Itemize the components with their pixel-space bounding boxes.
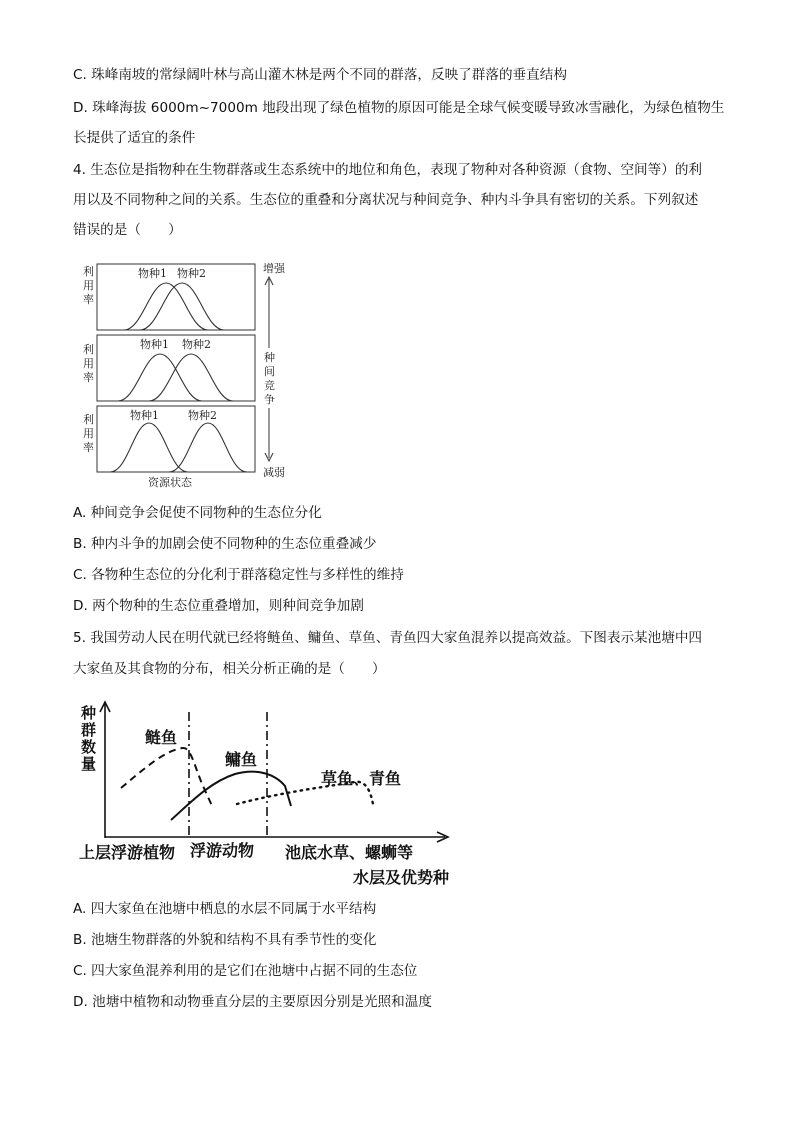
question-5-stem-2: 大家鱼及其食物的分布，相关分析正确的是（ ）	[73, 661, 386, 677]
question-5-stem-1: 5. 我国劳动人民在明代就已经将鲢鱼、鳙鱼、草鱼、青鱼四大家鱼混养以提高效益。下图表示某池塘中四	[73, 630, 703, 646]
question-4-stem-3: 错误的是（ ）	[73, 222, 182, 238]
q5-option-d[interactable]: D. 池塘中植物和动物垂直分层的主要原因分别是光照和温度	[73, 994, 432, 1010]
ylabel-char: 种	[81, 704, 97, 722]
q5-option-b[interactable]: B. 池塘生物群落的外貌和结构不具有季节性的变化	[73, 932, 377, 948]
arrow-middle-char: 争	[264, 393, 275, 406]
x-axis-label: 资源状态	[148, 476, 192, 489]
panel2-ylabel	[83, 342, 94, 384]
zone-2-label: 浮游动物	[190, 841, 255, 860]
ylabel-char: 用	[83, 357, 94, 370]
grass-black-carp-label: 草鱼、青鱼	[321, 769, 402, 788]
fish-distribution-figure	[75, 698, 465, 888]
ylabel-char: 量	[81, 755, 97, 773]
ylabel-char: 率	[83, 371, 94, 384]
panel-1-species2-label: 物种2	[177, 267, 206, 280]
q4-option-d[interactable]: D. 两个物种的生态位重叠增加，则种间竞争加剧	[73, 598, 364, 614]
q4-option-c[interactable]: C. 各物种生态位的分化利于群落稳定性与多样性的维持	[73, 567, 404, 583]
fig2-ylabel	[80, 704, 96, 773]
panel-1-species1-curve	[124, 283, 208, 330]
panel1-ylabel	[83, 264, 94, 306]
q4-option-b[interactable]: B. 种内斗争的加剧会使不同物种的生态位重叠减少	[73, 536, 377, 552]
arrow-middle-char: 间	[264, 365, 275, 378]
arrow-middle-char: 竞	[264, 379, 275, 392]
panel-3-frame	[97, 406, 255, 472]
ylabel-char: 利	[83, 265, 94, 278]
ylabel-char: 率	[83, 441, 94, 454]
ylabel-char: 用	[83, 279, 94, 292]
panel-3-species1-curve	[110, 423, 188, 472]
zone-3-label: 池底水草、螺蛳等	[285, 843, 414, 862]
arrow-top-label: 增强	[263, 262, 285, 275]
silver-carp-curve	[121, 748, 213, 808]
question-4-stem-2: 用以及不同物种之间的关系。生态位的重叠和分离状况与种间竞争、种内斗争具有密切的关系。下列叙述	[73, 192, 699, 208]
panel-1-species1-label: 物种1	[138, 267, 167, 280]
ylabel-char: 利	[83, 343, 94, 356]
bighead-carp-label: 鳙鱼	[225, 750, 258, 769]
q5-option-a[interactable]: A. 四大家鱼在池塘中栖息的水层不同属于水平结构	[73, 901, 377, 917]
option-d-prev-cont: 长提供了适宜的条件	[73, 130, 196, 146]
panel-1-frame	[97, 264, 255, 330]
silver-carp-label: 鲢鱼	[145, 728, 178, 747]
panel-3-species2-curve	[169, 423, 247, 472]
ylabel-char: 利	[83, 413, 94, 426]
panel-3-species1-label: 物种1	[130, 409, 159, 422]
panel-1-species2-curve	[140, 283, 224, 330]
niche-overlap-figure	[78, 255, 308, 490]
q5-option-c[interactable]: C. 四大家鱼混养利用的是它们在池塘中占据不同的生态位	[73, 963, 418, 979]
ylabel-char: 率	[83, 293, 94, 306]
option-c-prev: C. 珠峰南坡的常绿阔叶林与高山灌木林是两个不同的群落，反映了群落的垂直结构	[73, 67, 567, 83]
zone-1-label: 上层浮游植物	[79, 843, 176, 862]
panel-2-species1-label: 物种1	[140, 338, 169, 351]
option-d-prev: D. 珠峰海拔 6000m~7000m 地段出现了绿色植物的原因可能是全球气候变暖导致冰雪融化，为绿色植物生	[73, 100, 725, 116]
q4-option-a[interactable]: A. 种间竞争会促使不同物种的生态位分化	[73, 505, 322, 521]
panel-2-species2-label: 物种2	[182, 338, 211, 351]
panel3-ylabel	[83, 412, 94, 454]
ylabel-char: 数	[81, 738, 97, 756]
question-4-stem: 4. 生态位是指物种在生物群落或生态系统中的地位和角色，表现了物种对各种资源（食物、空间等）的利	[73, 162, 703, 178]
arrow-bottom-label: 减弱	[263, 466, 285, 479]
panel-3-species2-label: 物种2	[188, 409, 217, 422]
x-axis-label: 水层及优势种	[353, 868, 450, 887]
ylabel-char: 用	[83, 427, 94, 440]
arrow-middle-char: 种	[264, 351, 275, 364]
ylabel-char: 群	[81, 721, 97, 739]
